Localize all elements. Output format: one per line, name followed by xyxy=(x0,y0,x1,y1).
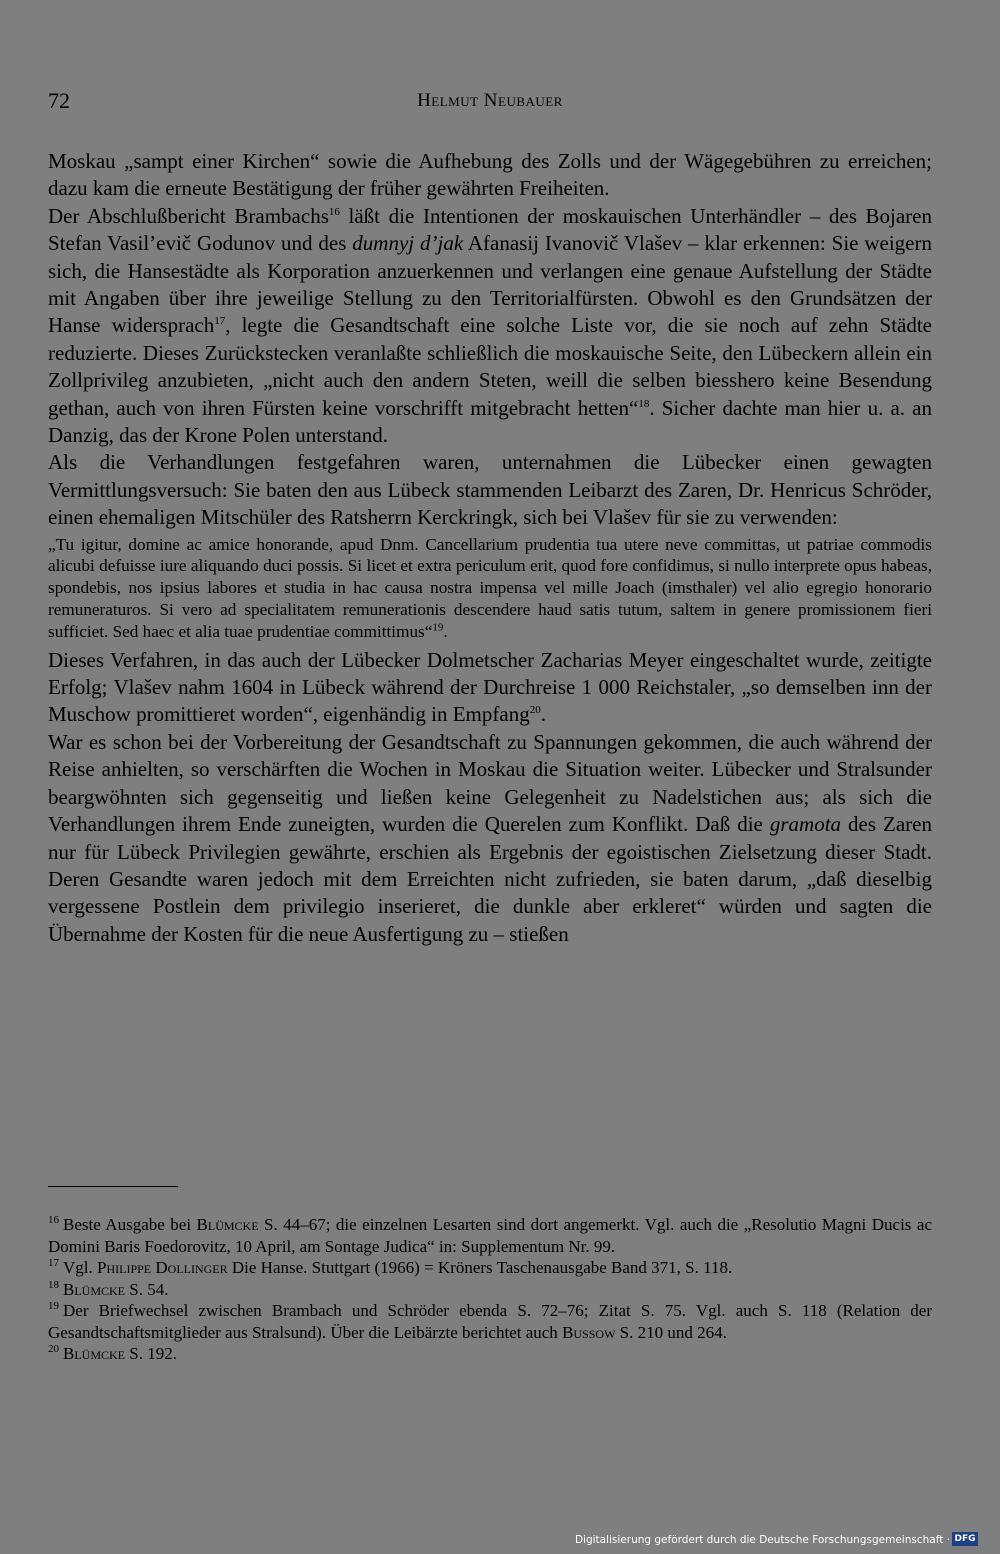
footnote-17: $^{17}$ Vgl. Philippe Dollinger Die Hanse. Stuttgart (1966) = Kröners Taschenausgabe Band 371, S. 118. xyxy=(48,1257,733,1277)
body-text xyxy=(48,148,932,948)
dfg-logo-icon: DFG xyxy=(952,1532,978,1546)
footnote-ref-16: 16 xyxy=(328,205,340,218)
italic-term: dumnyj d’jak xyxy=(352,231,464,256)
page-number: 72 xyxy=(48,88,70,113)
digitization-credit: Digitalisierung gefördert durch die Deutsche Forschungsgemeinschaft · xyxy=(574,1534,950,1546)
footnote-19: $^{19}$ Der Briefwechsel zwischen Brambach und Schröder ebenda S. 72–76; Zitat S. 75. Vgl. auch S. 118 (Relation der Gesandtschaftsmitglieder aus Stralsund). Über die Leibärzte berichtet auch Bussow S. 210 und 264. xyxy=(48,1300,932,1342)
running-head: Helmut Neubauer xyxy=(417,90,563,111)
footnote-ref-20: 20 xyxy=(529,704,541,717)
footnote-16: $^{16}$ Beste Ausgabe bei Blümcke S. 44–67; die einzelnen Lesarten sind dort angemerkt. Vgl. auch die „Resolutio Magni Ducis ac Domini Baris Foedorovitz, 10 April, am Sontage Judica“ in: Supplementum Nr. 99. xyxy=(48,1214,932,1256)
footnote-20: $^{20}$ Blümcke S. 192. xyxy=(48,1343,177,1363)
footnote-ref-18: 18 xyxy=(638,397,650,410)
footnote-divider xyxy=(48,1186,178,1187)
footnote-18: $^{18}$ Blümcke S. 54. xyxy=(48,1278,169,1299)
paragraph-3: Als die Verhandlungen festgefahren waren, unternahmen die Lübecker einen gewagten Vermittlungsversuch: Sie baten den aus Lübeck stammenden Leibarzt des Zaren, Dr. Henricus Schröder, einen ehemaligen Mitschüler des Ratsherrn Kerckringk, sich bei Vlašev für sie zu verwenden: xyxy=(48,450,932,530)
footnote-ref-17: 17 xyxy=(214,315,226,328)
paragraph-5: War es schon bei der Vorbereitung der Gesandtschaft zu Spannungen gekommen, die auch während der Reise anhielten, so verschärften die Wochen in Moskau die Situation weiter. Lübecker und Stralsunder beargwöhnten sich gegenseitig und ließen keine Gelegenheit zu Nadelstichen aus; als sich die Verhandlungen ihrem Ende zuneigten, wurden die Querelen zum Konflikt. Daß die gramota des Zaren nur für Lübeck Privilegien gewährte, erschien als Ergebnis der egoistischen Zielsetzung dieser Stadt. Deren Gesandte waren jedoch mit dem Erreichten nicht zufrieden, sie baten darum, „daß dieselbig vergessene Postlein dem privilegio inserieret, die dunkle aber erkleret“ würden und sagten die Übernahme der Kosten für die neue Ausfertigung zu – stießen xyxy=(48,729,932,946)
block-quote: „Tu igitur, domine ac amice honorande, apud Dnm. Cancellarium prudentia tua utere neve committas, ut patriae commodis alicubi defuisse iure aliquando duci possis. Si licet et extra periculum erit, quod fore confidimus, si nullo interprete opus habeas, spondebis, nos ipsius labores et studia in hac causa nostra impensa vel mille Joach (imsthaler) vel alio egregio honorario remuneraturos. Si vero ad specialitatem remunerationis descendere haud satis tutum, saltem in genere promissionem fieri sufficiet. Sed haec et alia tuae prudentiae committimus“$^{19}$. xyxy=(48,534,932,641)
footnotes xyxy=(48,1214,932,1365)
footnote-ref-19: 19 xyxy=(432,621,444,634)
italic-term: gramota xyxy=(769,812,842,837)
paragraph-1: Moskau „sampt einer Kirchen“ sowie die Aufhebung des Zolls und der Wägegebühren zu erreichen; dazu kam die erneute Bestätigung der früher gewährten Freiheiten. xyxy=(48,149,932,201)
paragraph-2: Der Abschlußbericht Brambachs$^{16}$ läßt die Intentionen der moskauischen Unterhändler – des Bojaren Stefan Vasil’evič Godunov und des dumnyj d’jak Afanasij Ivanovič Vlašev – klar erkennen: Sie weigern sich, die Hansestädte als Korporation anzuerkennen und verlangen eine genaue Aufstellung der Städte mit Angaben über ihre jeweilige Stellung zu den Territorialfürsten. Obwohl es den Grundsätzen der Hanse widersprach$^{17}$, legte die Gesandtschaft eine solche Liste vor, die sie noch auf zehn Städte reduzierte. Dieses Zurückstecken veranlaßte schließlich die moskauische Seite, den Lübeckern allein ein Zollprivileg anzubieten, „nicht auch den andern Steten, weill die selben biesshero keine Besendung gethan, auch von ihren Fürsten keine vorschrifft mitgebracht hetten“$^{18}$. Sicher dachte man hier u. a. an Danzig, das der Krone Polen unterstand. xyxy=(48,203,933,448)
paragraph-4: Dieses Verfahren, in das auch der Lübecker Dolmetscher Zacharias Meyer eingeschaltet wurde, zeitigte Erfolg; Vlašev nahm 1604 in Lübeck während der Durchreise 1 000 Reichstaler, „so demselben inn der Muschow promittieret worden“, eigenhändig in Empfang$^{20}$. xyxy=(48,647,932,727)
page-header xyxy=(48,88,932,118)
